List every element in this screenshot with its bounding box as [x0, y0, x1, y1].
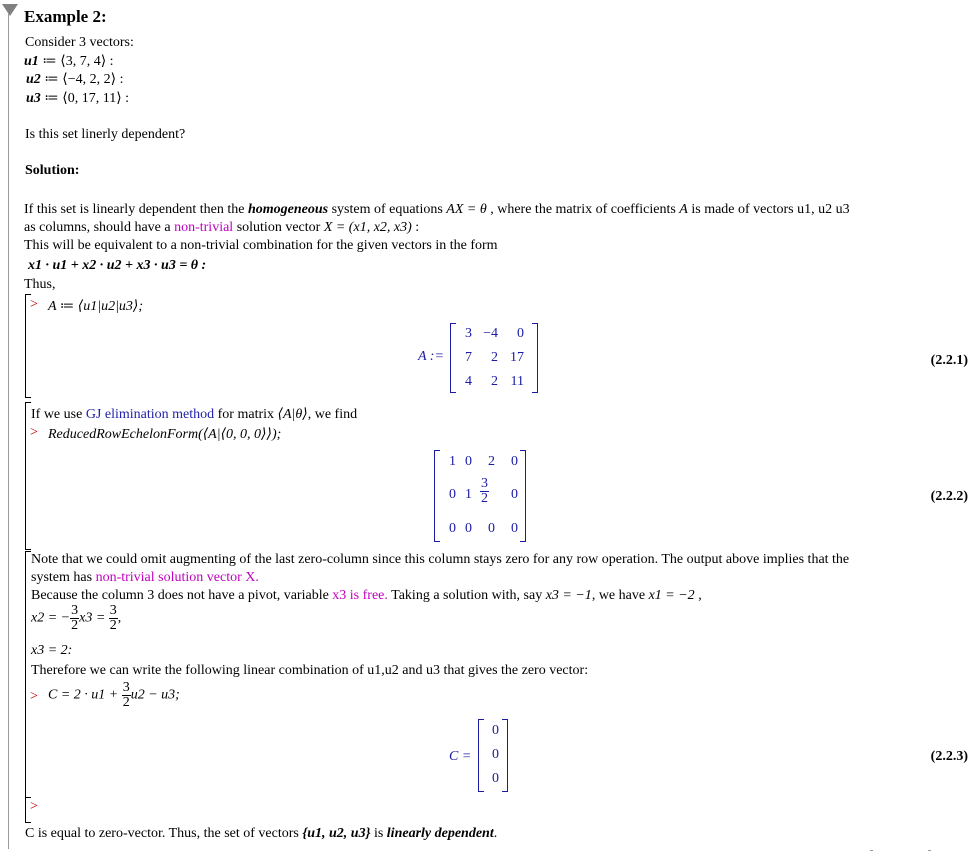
output-A-lhs: A :=: [418, 349, 444, 364]
vector-C: [478, 719, 508, 792]
thus-text: Thus,: [24, 277, 56, 292]
input-prompt: >: [30, 689, 38, 704]
note-line-5: Therefore we can write the following linear combination of u1,u2 and u3 that gives the zero vector:: [31, 663, 589, 678]
para-columns: as columns, should have a non-trivial solution vector X = (x1, x2, x3) :: [24, 220, 420, 235]
matrix-cell: −4: [483, 326, 498, 341]
matrix-cell: 0: [511, 521, 518, 536]
input-prompt: >: [30, 297, 38, 312]
para-homogeneous: If this set is linearly dependent then the homogeneous system of equations AX = θ , where the matrix of coefficients A is made of vectors u1, u2 u3: [24, 202, 850, 217]
command-rref[interactable]: ReducedRowEchelonForm(⟨A|⟨0, 0, 0⟩⟩);: [48, 427, 282, 442]
gj-elimination-link[interactable]: GJ elimination method: [85, 407, 215, 422]
equation-label-2.2.2: (2.2.2): [930, 489, 968, 504]
vector-cell: 0: [492, 747, 499, 762]
question-text: Is this set linerly dependent?: [25, 127, 186, 142]
matrix-cell: 0: [488, 521, 495, 536]
vector-u3: u3 ≔ ⟨0, 17, 11⟩ :: [26, 91, 130, 106]
x2-equation: x2 = − $\frac{3}{2}$ x3 = $\frac{3}{2}$ ,: [31, 603, 122, 633]
solution-label: Solution:: [25, 163, 80, 178]
matrix-cell: 0: [465, 521, 472, 536]
note-line-1: Note that we could omit augmenting of the last zero-column since this column stays zero for any row operation. The output above implies that the: [31, 552, 850, 567]
empty-input-prompt[interactable]: >: [30, 799, 38, 814]
vector-cell: 0: [492, 723, 499, 738]
conclusion-text: C is equal to zero-vector. Thus, the set of vectors {u1, u2, u3} is linearly dependent.: [25, 826, 498, 841]
command-define-A[interactable]: A ≔ ⟨u1|u2|u3⟩;: [48, 299, 144, 314]
matrix-cell: 2: [491, 374, 498, 389]
section-title: Example 2:: [24, 7, 107, 26]
equation-label-2.2.3: (2.2.3): [930, 749, 968, 764]
matrix-cell: 0: [517, 326, 524, 341]
matrix-cell: 0: [465, 454, 472, 469]
matrix-cell: 0: [449, 487, 456, 502]
matrix-cell: 0: [449, 521, 456, 536]
note-line-3: Because the column 3 does not have a pivot, variable x3 is free. Taking a solution with, say x3 = −1, we have x1 = −2 ,: [31, 588, 702, 603]
vector-u2: u2 ≔ ⟨−4, 2, 2⟩ :: [26, 72, 124, 87]
matrix-cell: 0: [511, 487, 518, 502]
resize-grip: [928, 850, 931, 851]
matrix-rref: [434, 450, 526, 542]
section-toggle-icon[interactable]: [2, 4, 18, 16]
matrix-cell: 11: [510, 374, 524, 389]
matrix-cell: 1: [465, 487, 472, 502]
matrix-cell: 2: [488, 454, 495, 469]
input-prompt: >: [30, 425, 38, 440]
matrix-cell: 17: [510, 350, 524, 365]
output-C-lhs: C =: [449, 749, 472, 764]
command-compute-C[interactable]: C = 2 · u1 + $\frac{3}{2}$ u2 − u3;: [48, 680, 180, 710]
note-line-2: system has non-trivial solution vector X.: [31, 570, 259, 585]
matrix-fraction-cell: $\frac{3}{2}$: [481, 476, 488, 506]
vector-u1: u1 ≔ ⟨3, 7, 4⟩ :: [24, 54, 114, 69]
matrix-cell: 0: [511, 454, 518, 469]
para-equivalent: This will be equivalent to a non-trivial combination for the given vectors in the form: [24, 238, 498, 253]
vector-cell: 0: [492, 771, 499, 786]
matrix-cell: 7: [465, 350, 472, 365]
matrix-cell: 1: [449, 454, 456, 469]
equation-label-2.2.1: (2.2.1): [930, 353, 968, 368]
section-collapse-line: [8, 14, 9, 849]
matrix-cell: 3: [465, 326, 472, 341]
gj-text: If we use GJ elimination method for matrix ⟨A|θ⟩, we find: [31, 407, 358, 422]
intro-text: Consider 3 vectors:: [25, 35, 134, 50]
resize-grip: [870, 850, 873, 851]
x3-equation: x3 = 2:: [31, 643, 73, 658]
matrix-A: [450, 323, 538, 393]
empty-group-bracket: [25, 797, 31, 823]
matrix-cell: 2: [491, 350, 498, 365]
matrix-cell: 4: [465, 374, 472, 389]
combination-equation: x1 · u1 + x2 · u2 + x3 · u3 = θ :: [28, 258, 207, 273]
